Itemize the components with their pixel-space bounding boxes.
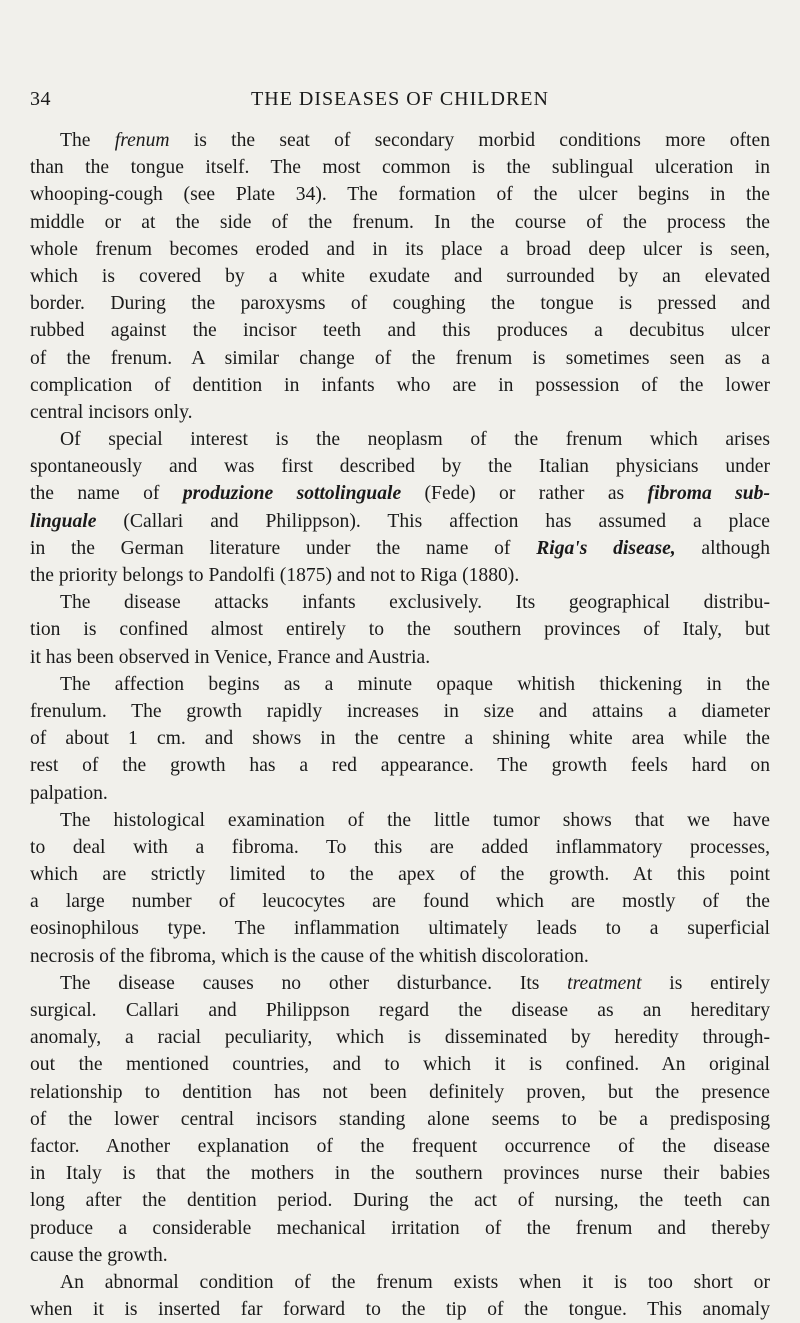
text-run: anomaly, a racial peculiarity, which is disseminated by heredity through- (30, 1027, 770, 1049)
text-run: the priority belongs to Pandolfi (1875) and not to Riga (1880). (30, 565, 520, 586)
text-run: The disease attacks infants exclusively. Its geographical distribu- (60, 592, 770, 614)
text-line (30, 426, 770, 453)
text-line (30, 1242, 770, 1269)
text-line (30, 1024, 770, 1051)
text-run: factor. Another explanation of the frequent occurrence of the disease (30, 1135, 770, 1157)
text-line (30, 1215, 770, 1242)
text-line (30, 263, 770, 290)
text-run: The histological examination of the little tumor shows that we have (60, 809, 770, 831)
text-line (30, 644, 770, 671)
text-run: long after the dentition period. During the act of nursing, the teeth can (30, 1190, 770, 1212)
text-line (30, 127, 770, 154)
text-line (30, 997, 770, 1024)
text-run: produce a considerable mechanical irritation of the frenum and thereby (30, 1217, 770, 1239)
text-run: which is covered by a white exudate and surrounded by an elevated (30, 265, 770, 287)
text-line (30, 317, 770, 344)
text-run: necrosis of the fibroma, which is the cause of the whitish discoloration. (30, 945, 589, 967)
body-text (30, 127, 770, 1323)
text-run: central incisors only. (30, 401, 193, 423)
text-run: eosinophilous type. The inflammation ultimately leads to a superficial (30, 918, 770, 940)
emphasis-text: linguale (30, 510, 97, 532)
text-line (30, 752, 770, 779)
text-line (30, 1051, 770, 1078)
text-run: border. During the paroxysms of coughing the tongue is pressed and (30, 293, 770, 315)
text-line (30, 698, 770, 725)
text-run: rest of the growth has a red appearance. The growth feels hard on (30, 755, 770, 777)
text-run: (Callari and Philippson). This affection has assumed a place (96, 510, 770, 532)
text-run: whooping-cough (see Plate 34). The formation of the ulcer begins in the (30, 184, 770, 206)
text-line (30, 970, 770, 997)
text-run: the name of (30, 483, 183, 505)
text-line (30, 453, 770, 480)
text-line (30, 834, 770, 861)
emphasis-text: frenum (114, 130, 170, 151)
emphasis-text: produzione sottolinguale (182, 483, 402, 505)
text-run: middle or at the side of the frenum. In the course of the process the (30, 211, 770, 233)
text-run: to deal with a fibroma. To this are added inflammatory processes, (30, 836, 770, 858)
text-run: in the German literature under the name of (30, 537, 537, 559)
text-run: tion is confined almost entirely to the southern provinces of Italy, but (30, 619, 770, 641)
text-run: than the tongue itself. The most common is the sublingual ulceration in (30, 157, 770, 179)
text-line (30, 780, 770, 807)
text-run: it has been observed in Venice, France and Austria. (30, 646, 431, 668)
text-run: of the frenum. A similar change of the frenum is sometimes seen as a (30, 347, 770, 369)
text-run: is entirely (641, 972, 770, 994)
text-line (30, 562, 770, 589)
text-line (30, 616, 770, 643)
text-line (30, 372, 770, 399)
text-run: in Italy is that the mothers in the southern provinces nurse their babies (30, 1163, 770, 1185)
text-run: (Fede) or rather as (401, 483, 648, 505)
text-line (30, 1079, 770, 1106)
text-run: An abnormal condition of the frenum exists when it is too short or (60, 1271, 770, 1293)
text-line (30, 1133, 770, 1160)
text-run: complication of dentition in infants who are in possession of the lower (30, 374, 770, 396)
text-line (30, 1269, 770, 1296)
running-head: THE DISEASES OF CHILDREN (251, 88, 549, 110)
text-run: although (675, 537, 770, 559)
text-run: of the lower central incisors standing alone seems to be a predisposing (30, 1108, 770, 1130)
text-run: The (60, 130, 115, 151)
text-line (30, 1187, 770, 1214)
text-run: The disease causes no other disturbance. Its (60, 972, 568, 994)
text-run: rubbed against the incisor teeth and this produces a decubitus ulcer (30, 320, 770, 342)
emphasis-text: fibroma sub- (647, 483, 770, 505)
text-run: whole frenum becomes eroded and in its place a broad deep ulcer is seen, (30, 238, 770, 260)
text-line (30, 1160, 770, 1187)
text-run: surgical. Callari and Philippson regard the disease as an hereditary (30, 1000, 770, 1021)
text-run: out the mentioned countries, and to which it is confined. An original (30, 1054, 770, 1076)
text-run: which are strictly limited to the apex of the growth. At this point (30, 864, 770, 886)
text-line (30, 399, 770, 426)
text-run: palpation. (30, 782, 108, 804)
text-run: cause the growth. (30, 1244, 168, 1266)
text-run: spontaneously and was first described by the Italian physicians under (30, 456, 770, 478)
text-run: is the seat of secondary morbid conditions more often (169, 130, 770, 151)
text-line (30, 861, 770, 888)
page-header (30, 88, 770, 118)
text-line (30, 154, 770, 181)
text-line (30, 671, 770, 698)
text-run: of about 1 cm. and shows in the centre a shining white area while the (30, 728, 770, 750)
text-line (30, 943, 770, 970)
text-line (30, 290, 770, 317)
text-line (30, 181, 770, 208)
text-line (30, 725, 770, 752)
emphasis-text: Riga's disease, (536, 537, 676, 559)
page-number: 34 (30, 88, 51, 110)
emphasis-text: treatment (567, 972, 642, 994)
text-run: a large number of leucocytes are found which are mostly of the (30, 891, 770, 913)
text-line (30, 1296, 770, 1323)
text-run: The affection begins as a minute opaque whitish thickening in the (60, 673, 770, 695)
text-line (30, 807, 770, 834)
text-line (30, 236, 770, 263)
text-run: frenulum. The growth rapidly increases in size and attains a diameter (30, 700, 770, 722)
text-line (30, 915, 770, 942)
text-line (30, 1106, 770, 1133)
text-line (30, 508, 770, 535)
text-line (30, 589, 770, 616)
text-line (30, 345, 770, 372)
text-run: Of special interest is the neoplasm of the frenum which arises (60, 429, 770, 451)
text-line (30, 535, 770, 562)
text-line (30, 209, 770, 236)
text-run: when it is inserted far forward to the tip of the tongue. This anomaly (30, 1299, 770, 1321)
text-run: relationship to dentition has not been definitely proven, but the presence (30, 1081, 770, 1103)
text-line (30, 888, 770, 915)
text-line (30, 480, 770, 507)
